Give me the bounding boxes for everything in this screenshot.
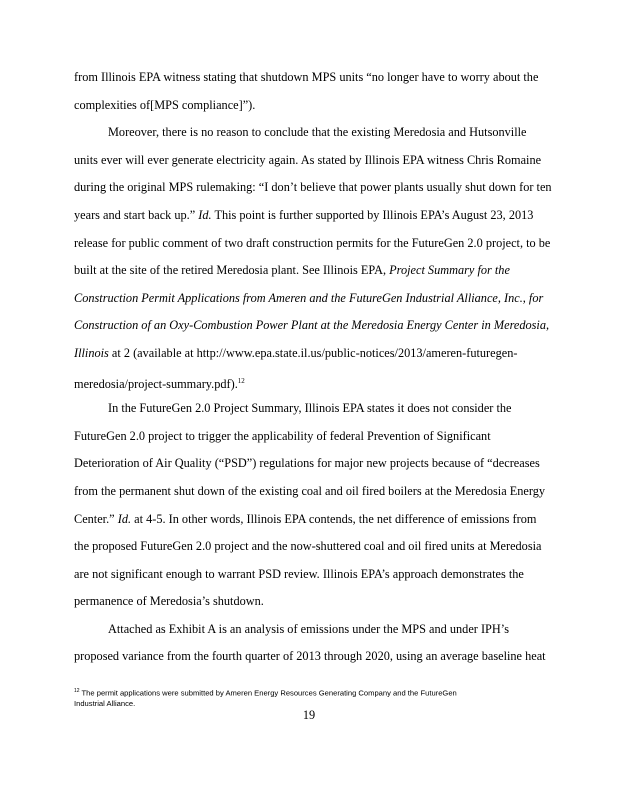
citation-title-line: Construction Permit Applications from Ameren and the FutureGen Industrial Alliance, Inc., for (74, 290, 544, 305)
text-line: permanence of Meredosia’s shutdown. (74, 594, 264, 609)
citation-id: Id. (117, 511, 132, 526)
text-line: built at the site of the retired Meredosia plant. See Illinois EPA, Project Summary for the (74, 263, 510, 278)
citation-id: Id. (198, 207, 212, 222)
text-line: the proposed FutureGen 2.0 project and the now-shuttered coal and oil fired units at Meredosia (74, 539, 542, 554)
text-line: Deterioration of Air Quality (“PSD”) regulations for major new projects because of “decreases (74, 456, 540, 471)
paragraph-start: In the FutureGen 2.0 Project Summary, Illinois EPA states it does not consider the (108, 401, 512, 416)
citation-title: Project Summary for the (389, 263, 510, 278)
text-line: from the permanent shut down of the existing coal and oil fired boilers at the Meredosia Energy (74, 483, 546, 498)
text-line: are not significant enough to warrant PSD review. Illinois EPA’s approach demonstrates the (74, 566, 524, 581)
text-line: units ever will ever generate electricity again. As stated by Illinois EPA witness Chris Romaine (74, 152, 542, 167)
text-line: proposed variance from the fourth quarter of 2013 through 2020, using an average baseline heat (74, 649, 546, 664)
paragraph-start: Attached as Exhibit A is an analysis of emissions under the MPS and under IPH’s (108, 621, 509, 636)
text-line: Center.” Id. at 4-5. In other words, Illinois EPA contends, the net difference of emissions from (74, 511, 537, 526)
text-line: years and start back up.” Id. This point is further supported by Illinois EPA’s August 23, 2013 (74, 207, 534, 222)
text-line: Illinois at 2 (available at http://www.epa.state.il.us/public-notices/2013/ameren-futuregen- (74, 345, 518, 360)
text-line: meredosia/project-summary.pdf).$^{12}$ (74, 376, 245, 391)
body-text (74, 64, 574, 671)
footnote: $^{12}$ The permit applications were submitted by Ameren Energy Resources Generating Company and the FutureGen Industrial Alliance. (74, 688, 457, 708)
text-line: complexities of[MPS compliance]”). (74, 97, 256, 112)
footnote-marker: 12 (74, 688, 80, 694)
paragraph-start: Moreover, there is no reason to conclude that the existing Meredosia and Hutsonville (108, 125, 527, 140)
footnote-reference: 12 (237, 376, 245, 385)
text-line: FutureGen 2.0 project to trigger the applicability of federal Prevention of Significant (74, 428, 491, 443)
text-line: release for public comment of two draft construction permits for the FutureGen 2.0 project, to be (74, 235, 551, 250)
citation-title-line: Construction of an Oxy-Combustion Power Plant at the Meredosia Energy Center in Meredosia, (74, 318, 550, 333)
page-number: 19 (302, 708, 316, 722)
text-line: during the original MPS rulemaking: “I don’t believe that power plants usually shut down for ten (74, 180, 552, 195)
text-line: from Illinois EPA witness stating that shutdown MPS units “no longer have to worry about the (74, 70, 539, 84)
